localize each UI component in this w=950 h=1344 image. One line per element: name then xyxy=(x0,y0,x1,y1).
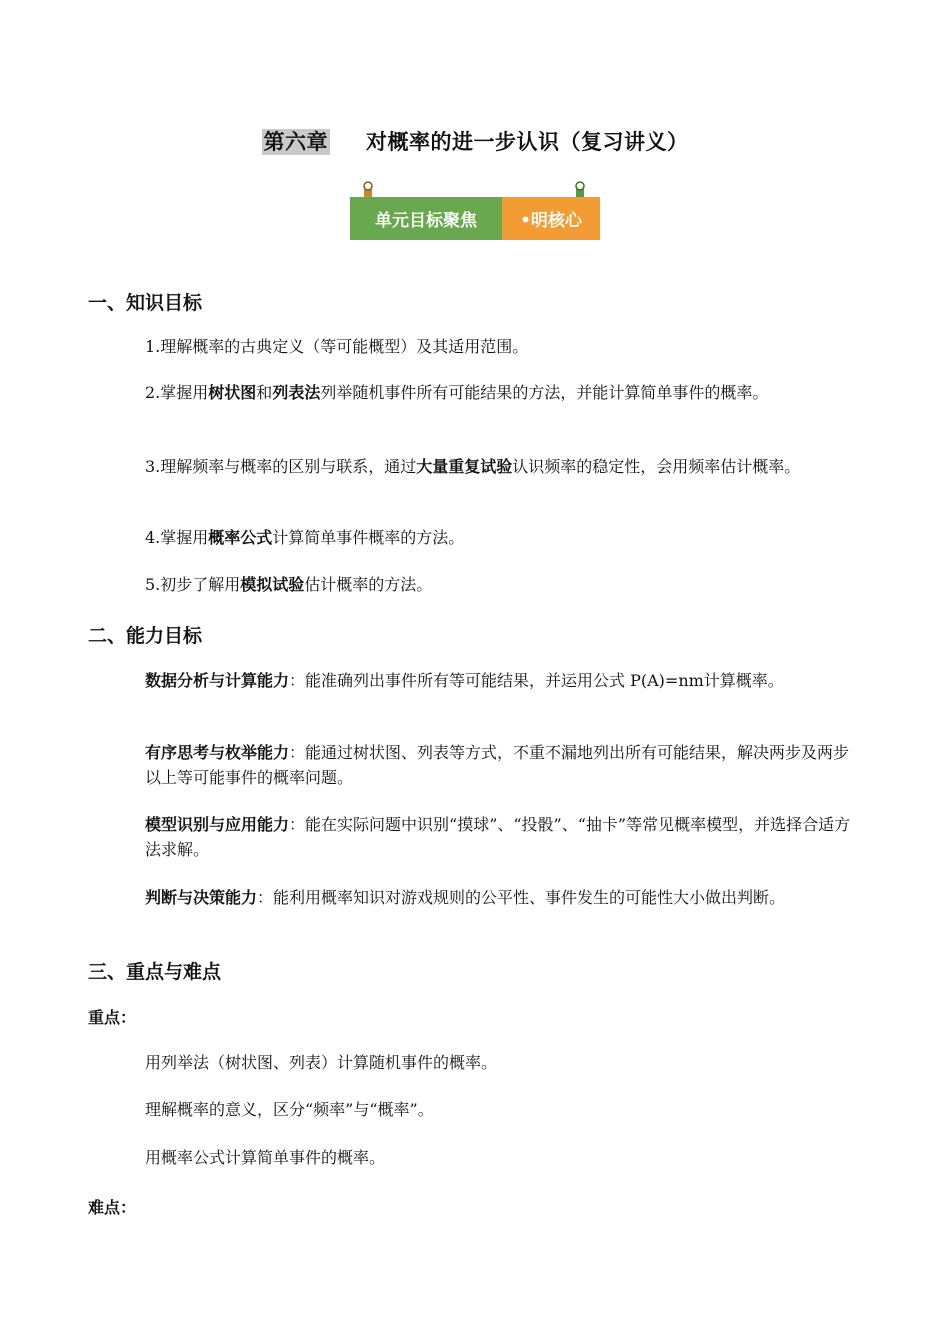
ability-item-3 xyxy=(145,812,860,862)
knowledge-item-3-bold: 大量重复试验 xyxy=(416,457,513,476)
section-heading-key-difficulty: 三、重点与难点 xyxy=(88,961,222,983)
key-point-1: 用列举法（树状图、列表）计算随机事件的概率。 xyxy=(145,1053,498,1072)
ability-item-3-text: ：能在实际问题中识别“摸球”、“投骰”、“抽卡”等常见概率模型，并选择合适方法求解。 xyxy=(145,815,851,859)
knowledge-item-5-rest: 估计概率的方法。 xyxy=(304,575,433,594)
knowledge-item-2 xyxy=(145,380,860,405)
banner-right: •明核心 xyxy=(502,197,600,240)
knowledge-item-4-bold: 概率公式 xyxy=(208,528,273,547)
ability-item-1-label: 数据分析与计算能力 xyxy=(145,671,290,690)
ability-item-4 xyxy=(145,885,860,910)
key-points-label: 重点： xyxy=(88,1008,137,1027)
knowledge-item-2-bold-2: 列表法 xyxy=(272,383,321,402)
knowledge-item-2-mid: 和 xyxy=(256,383,273,402)
difficulty-label: 难点： xyxy=(88,1198,137,1217)
title-text: 对概率的进一步认识（复习讲义） xyxy=(366,130,689,154)
ability-item-2-label: 有序思考与枚举能力 xyxy=(145,743,290,762)
ability-item-1 xyxy=(145,668,860,693)
knowledge-item-1 xyxy=(145,334,860,359)
chapter-label: 第六章 xyxy=(263,130,328,154)
ability-item-2 xyxy=(145,740,860,790)
knowledge-item-3-lead: 3.理解频率与概率的区别与联系，通过 xyxy=(145,457,417,476)
banner-left: 单元目标聚焦 xyxy=(350,197,502,240)
key-point-2: 理解概率的意义，区分“频率”与“概率”。 xyxy=(145,1100,434,1119)
knowledge-item-4 xyxy=(145,525,860,550)
knowledge-item-2-bold-1: 树状图 xyxy=(208,383,257,402)
knowledge-item-1-text: 1.理解概率的古典定义（等可能概型）及其适用范围。 xyxy=(145,337,529,356)
section-heading-ability: 二、能力目标 xyxy=(88,625,203,647)
knowledge-item-5-lead: 5.初步了解用 xyxy=(145,575,241,594)
knowledge-item-3 xyxy=(145,454,860,479)
ability-item-2-text: ：能通过树状图、列表等方式，不重不漏地列出所有可能结果，解决两步及两步以上等可能事件的概率问题。 xyxy=(145,743,850,787)
ability-item-4-text: ：能利用概率知识对游戏规则的公平性、事件发生的可能性大小做出判断。 xyxy=(257,888,786,907)
ability-item-3-label: 模型识别与应用能力 xyxy=(145,815,290,834)
knowledge-item-2-rest: 列举随机事件所有可能结果的方法，并能计算简单事件的概率。 xyxy=(320,383,769,402)
key-point-3: 用概率公式计算简单事件的概率。 xyxy=(145,1148,386,1167)
knowledge-item-4-lead: 4.掌握用 xyxy=(145,528,209,547)
knowledge-item-3-rest: 认识频率的稳定性，会用频率估计概率。 xyxy=(512,457,801,476)
page-title xyxy=(0,126,950,156)
section-heading-knowledge: 一、知识目标 xyxy=(88,292,203,314)
knowledge-item-5-bold: 模拟试验 xyxy=(240,575,305,594)
unit-goal-banner xyxy=(350,197,600,240)
ability-item-1-text: ：能准确列出事件所有等可能结果，并运用公式 P(A)=nm计算概率。 xyxy=(289,671,784,690)
knowledge-item-5 xyxy=(145,572,860,597)
knowledge-item-2-lead: 2.掌握用 xyxy=(145,383,209,402)
knowledge-item-4-rest: 计算简单事件概率的方法。 xyxy=(272,528,465,547)
ability-item-4-label: 判断与决策能力 xyxy=(145,888,258,907)
